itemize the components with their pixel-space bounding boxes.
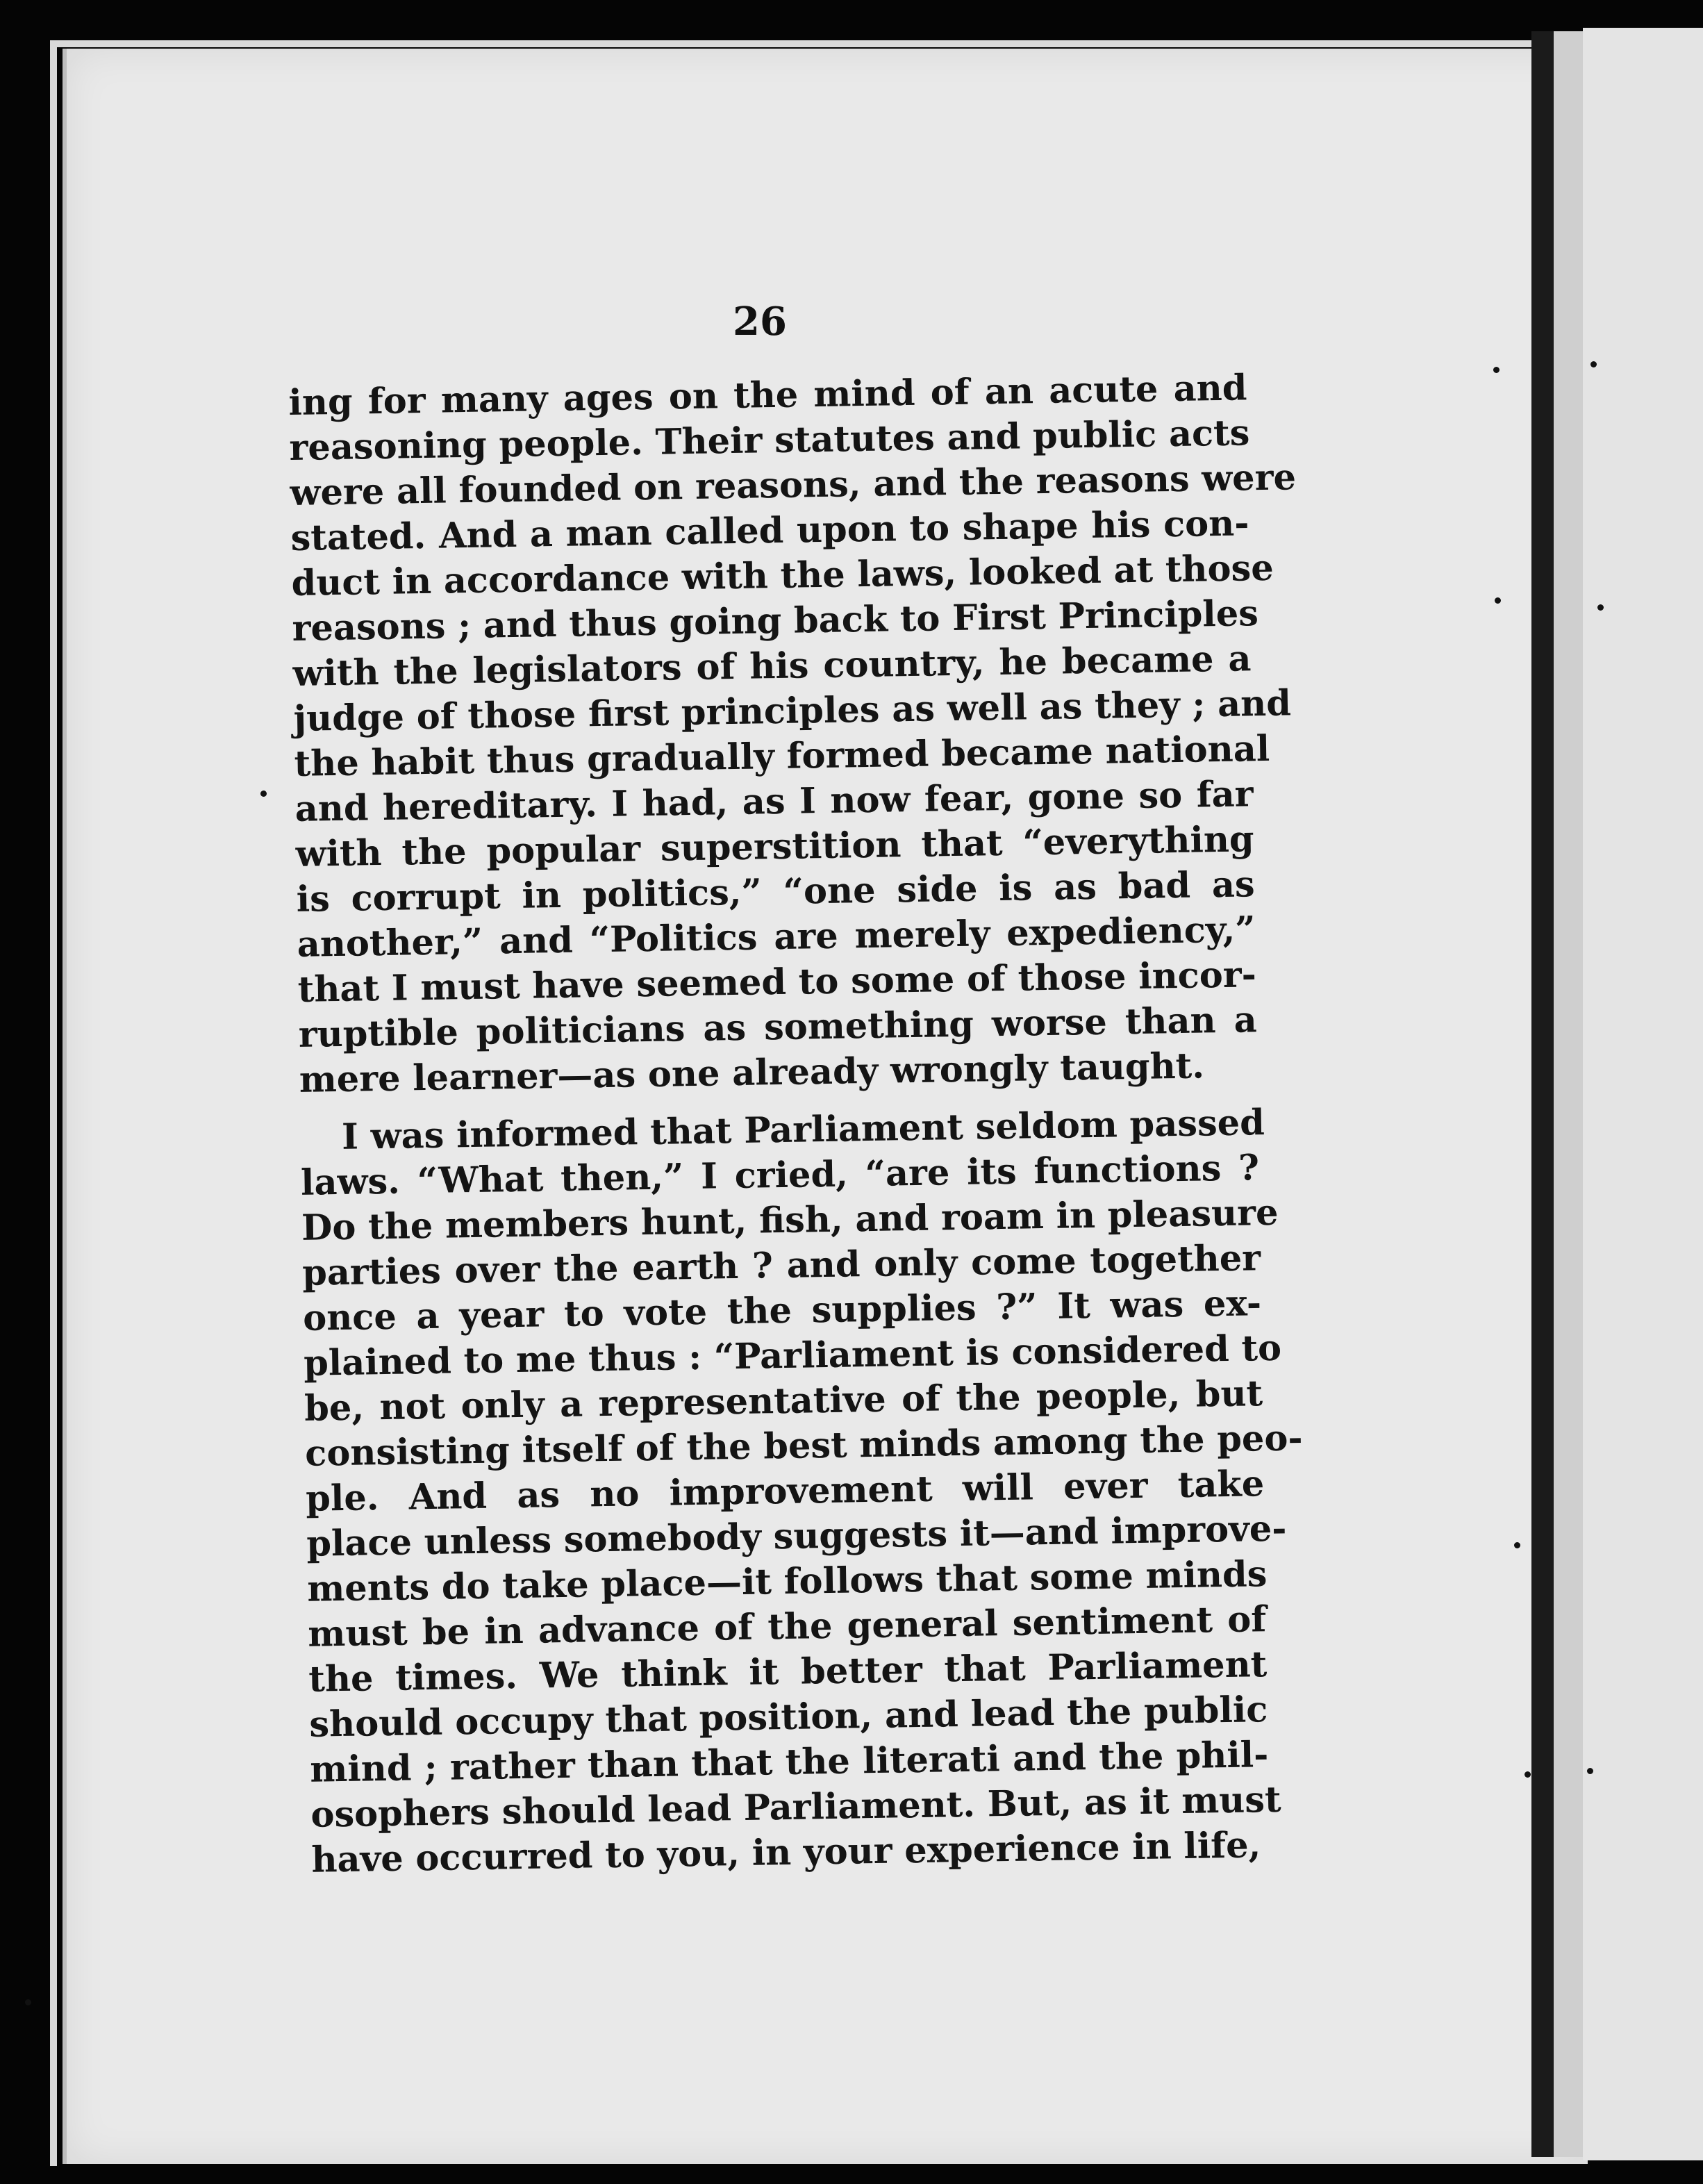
text-line: that I must have seemed to some of those incor-	[297, 954, 1257, 1011]
page-stack-edge-top	[50, 40, 1543, 47]
text-line: is corrupt in politics,” “one side is as bad as	[296, 863, 1256, 920]
ink-speck	[260, 791, 267, 797]
text-line: place unless somebody suggests it—and improve-	[306, 1507, 1287, 1565]
text-line: another,” and “Politics are merely expediency,”	[297, 909, 1256, 966]
ink-speck	[1525, 1771, 1531, 1778]
body-text	[288, 365, 1303, 1883]
book-gutter-shadow	[1531, 31, 1554, 2157]
text-line: once a year to vote the supplies ?” It was ex-	[302, 1282, 1262, 1339]
book-gutter-edge	[1554, 31, 1583, 2157]
ink-speck	[1514, 1542, 1520, 1548]
text-line: stated. And a man called upon to shape his con-	[290, 502, 1249, 559]
text-line: Do the members hunt, fish, and roam in pleasure	[301, 1191, 1279, 1249]
text-line: should occupy that position, and lead the public	[308, 1689, 1268, 1746]
text-line: have occurred to you, in your experience in life,	[310, 1824, 1261, 1881]
text-line: were all founded on reasons, and the reasons were	[290, 456, 1297, 514]
text-line: laws. “What then,” I cried, “are its functions ?	[300, 1147, 1260, 1204]
text-line: parties over the earth ? and only come together	[301, 1237, 1261, 1294]
text-line: I was informed that Parliament seldom passed	[341, 1102, 1265, 1158]
text-line: consisting itself of the best minds among the peo-	[304, 1417, 1303, 1475]
text-line: ing for many ages on the mind of an acute and	[288, 367, 1247, 424]
text-line: must be in advance of the general sentiment of	[307, 1598, 1267, 1655]
text-line: the times. We think it better that Parliament	[308, 1644, 1268, 1701]
page-number: 26	[733, 299, 787, 345]
ink-speck	[1495, 597, 1501, 604]
text-line: with the popular superstition that “everything	[295, 818, 1255, 875]
text-line: judge of those first principles as well as they ; and	[293, 682, 1292, 740]
text-line: and hereditary. I had, as I now fear, gone so far	[294, 773, 1254, 830]
ink-speck	[1587, 1768, 1593, 1774]
ink-speck	[25, 1999, 31, 2005]
text-line: mere learner—as one already wrongly taught.	[299, 1045, 1205, 1101]
facing-page-edge	[1583, 28, 1703, 2160]
ink-speck	[1493, 367, 1500, 373]
text-line: be, not only a representative of the people, but	[304, 1373, 1263, 1430]
ink-speck	[1590, 361, 1597, 367]
text-line: ruptible politicians as something worse than a	[298, 999, 1258, 1056]
text-line: ments do take place—it follows that some minds	[306, 1553, 1268, 1610]
ink-speck	[1597, 604, 1604, 611]
text-line: plained to me thus : “Parliament is considered to	[303, 1327, 1282, 1384]
page-stack-edge-left	[50, 40, 57, 2166]
text-line: reasons ; and thus going back to First Principles	[292, 593, 1259, 650]
text-line: mind ; rather than that the literati and the phil-	[309, 1734, 1269, 1791]
text-line: the habit thus gradually formed became national	[294, 727, 1270, 785]
text-line: ple. And as no improvement will ever take	[305, 1463, 1265, 1520]
text-line: reasoning people. Their statutes and public acts	[289, 412, 1250, 469]
text-line: duct in accordance with the laws, looked at those	[291, 547, 1274, 604]
text-line: osophers should lead Parliament. But, as it must	[310, 1778, 1281, 1836]
text-line: with the legislators of his country, he became a	[292, 638, 1252, 695]
